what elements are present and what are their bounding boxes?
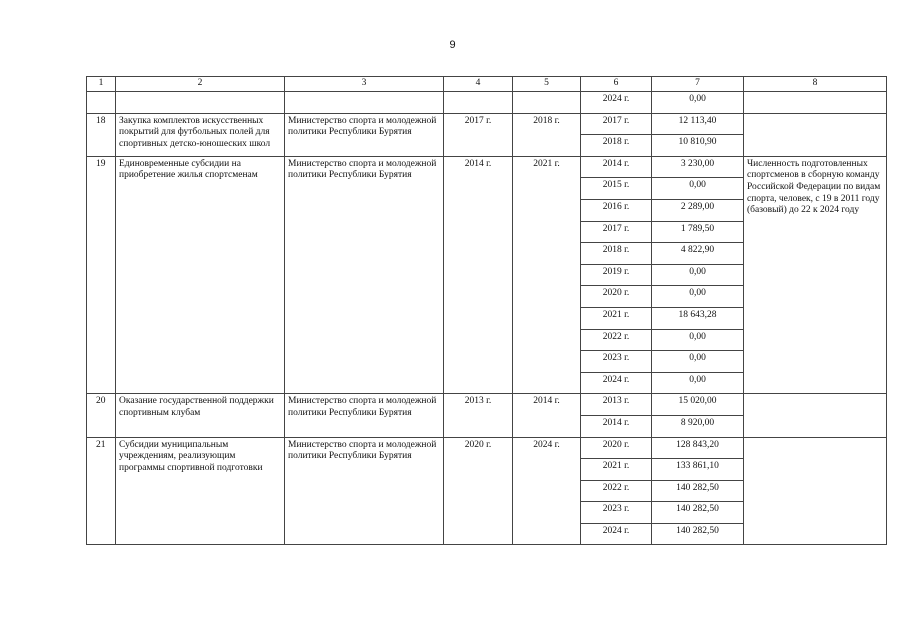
financing-amount: 1 789,50 [652, 221, 744, 243]
financing-year: 2021 г. [581, 307, 652, 329]
target-indicator [744, 437, 887, 545]
start-year: 2020 г. [444, 437, 513, 545]
table-row [87, 92, 887, 114]
end-year: 2021 г. [513, 156, 581, 394]
table-row [87, 394, 887, 416]
column-number: 6 [581, 77, 652, 92]
financing-year: 2024 г. [581, 523, 652, 545]
responsible-executor: Министерство спорта и молодежной политики Республики Бурятия [285, 113, 444, 156]
financing-year: 2016 г. [581, 199, 652, 221]
measure-name: Закупка комплектов искусственных покрытий для футбольных полей для спортивных детско-юношеских школ [116, 113, 285, 156]
table-body [87, 77, 887, 545]
financing-year: 2020 г. [581, 437, 652, 459]
table-row [87, 156, 887, 178]
responsible-executor: Министерство спорта и молодежной политики Республики Бурятия [285, 437, 444, 545]
financing-amount: 4 822,90 [652, 243, 744, 265]
financing-amount: 0,00 [652, 351, 744, 373]
target-indicator: Численность подготовленных спортсменов в сборную команду Российской Федерации по видам спорта, человек, с 19 в 2011 году (базовый) до 22 к 2024 году [744, 156, 887, 394]
financing-amount: 0,00 [652, 372, 744, 394]
financing-amount: 128 843,20 [652, 437, 744, 459]
financing-amount: 140 282,50 [652, 523, 744, 545]
financing-year: 2021 г. [581, 459, 652, 481]
start-year [444, 92, 513, 114]
target-indicator [744, 113, 887, 156]
financing-amount: 140 282,50 [652, 502, 744, 524]
end-year: 2018 г. [513, 113, 581, 156]
table-row [87, 437, 887, 459]
financing-amount: 0,00 [652, 329, 744, 351]
financing-amount: 8 920,00 [652, 415, 744, 437]
financing-year: 2023 г. [581, 351, 652, 373]
financing-year: 2018 г. [581, 243, 652, 265]
financing-amount: 15 020,00 [652, 394, 744, 416]
financing-amount: 2 289,00 [652, 199, 744, 221]
program-measures-table [86, 76, 887, 545]
column-number: 8 [744, 77, 887, 92]
financing-year: 2014 г. [581, 156, 652, 178]
financing-year: 2017 г. [581, 113, 652, 135]
financing-year: 2015 г. [581, 178, 652, 200]
measure-name: Единовременные субсидии на приобретение жилья спортсменам [116, 156, 285, 394]
measure-name: Субсидии муниципальным учреждениям, реализующим программы спортивной подготовки [116, 437, 285, 545]
measure-number: 21 [87, 437, 116, 545]
start-year: 2017 г. [444, 113, 513, 156]
responsible-executor: Министерство спорта и молодежной политики Республики Бурятия [285, 156, 444, 394]
column-number: 4 [444, 77, 513, 92]
financing-amount: 12 113,40 [652, 113, 744, 135]
table-row [87, 113, 887, 135]
measure-name [116, 92, 285, 114]
measure-number [87, 92, 116, 114]
column-number: 5 [513, 77, 581, 92]
financing-amount: 0,00 [652, 264, 744, 286]
target-indicator [744, 92, 887, 114]
measure-name: Оказание государственной поддержки спортивным клубам [116, 394, 285, 437]
financing-amount: 140 282,50 [652, 480, 744, 502]
financing-year: 2024 г. [581, 92, 652, 114]
financing-year: 2022 г. [581, 480, 652, 502]
financing-year: 2022 г. [581, 329, 652, 351]
measure-number: 18 [87, 113, 116, 156]
financing-year: 2018 г. [581, 135, 652, 157]
financing-year: 2020 г. [581, 286, 652, 308]
page-number: 9 [449, 39, 456, 51]
column-number: 2 [116, 77, 285, 92]
target-indicator [744, 394, 887, 437]
end-year: 2014 г. [513, 394, 581, 437]
start-year: 2013 г. [444, 394, 513, 437]
financing-year: 2024 г. [581, 372, 652, 394]
responsible-executor: Министерство спорта и молодежной политики Республики Бурятия [285, 394, 444, 437]
financing-year: 2019 г. [581, 264, 652, 286]
column-number: 3 [285, 77, 444, 92]
financing-amount: 3 230,00 [652, 156, 744, 178]
financing-year: 2023 г. [581, 502, 652, 524]
end-year: 2024 г. [513, 437, 581, 545]
start-year: 2014 г. [444, 156, 513, 394]
financing-amount: 133 861,10 [652, 459, 744, 481]
responsible-executor [285, 92, 444, 114]
measure-number: 19 [87, 156, 116, 394]
financing-year: 2013 г. [581, 394, 652, 416]
financing-amount: 0,00 [652, 92, 744, 114]
financing-amount: 0,00 [652, 178, 744, 200]
column-number: 1 [87, 77, 116, 92]
end-year [513, 92, 581, 114]
financing-amount: 10 810,90 [652, 135, 744, 157]
column-number-row [87, 77, 887, 92]
measure-number: 20 [87, 394, 116, 437]
financing-year: 2017 г. [581, 221, 652, 243]
financing-year: 2014 г. [581, 415, 652, 437]
financing-amount: 0,00 [652, 286, 744, 308]
column-number: 7 [652, 77, 744, 92]
financing-amount: 18 643,28 [652, 307, 744, 329]
